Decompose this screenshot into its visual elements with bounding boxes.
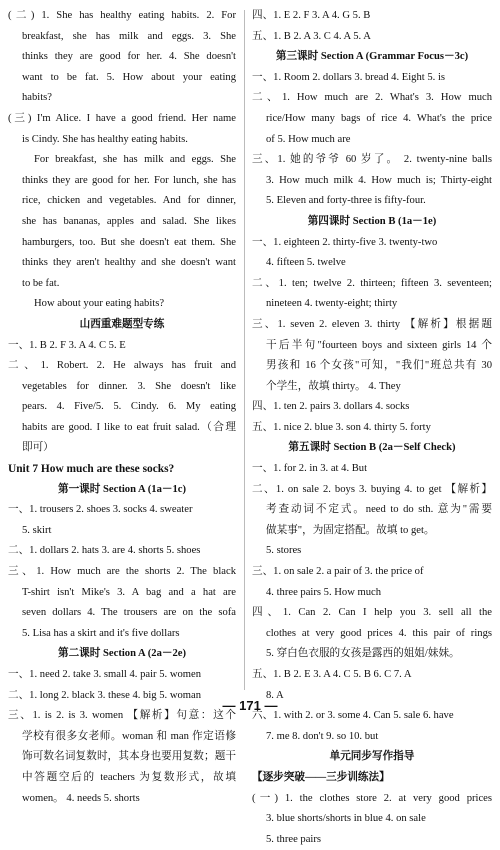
text-line: 男孩和 16 个女孩"可知，"我们"班总共有 30 <box>266 360 492 372</box>
text-line: to be fat. <box>22 277 60 289</box>
text-line: 一、1. need 2. take 3. small 4. pair 5. women <box>8 669 201 680</box>
text-line: 四、1. ten 2. pairs 3. dollars 4. socks <box>252 401 410 413</box>
text-line: want to be fat. 5. How about your eating <box>22 71 236 83</box>
text-line: 中答题空后的 teachers 为复数形式，故填 <box>22 771 236 783</box>
text-line: (二) 1. She has healthy eating habits. 2. For <box>8 10 236 21</box>
column-divider <box>244 10 245 690</box>
lesson-heading: 第一课时 Section A (1a－1c) <box>58 483 186 495</box>
text-line: hamburgers, too. But she doesn't eat them. She <box>22 236 236 248</box>
text-line: clothes at very good prices 4. this pair of rings <box>266 627 492 639</box>
text-line: 5. Lisa has a skirt and it's five dollars <box>22 627 180 639</box>
text-line: 5. skirt <box>22 524 52 536</box>
right-column <box>252 6 492 850</box>
text-line: 四、1. Can 2. Can I help you 3. sell all the <box>252 607 492 619</box>
text-line: 二、1. dollars 2. hats 3. are 4. shorts 5. shoes <box>8 545 201 557</box>
text-line: 五、1. B 2. E 3. A 4. C 5. B 6. C 7. A <box>252 669 412 680</box>
text-line: 做某事"，为固定搭配。故填 to get。 <box>266 524 435 536</box>
text-line: 4. fifteen 5. twelve <box>266 257 346 269</box>
text-line: 一、1. trousers 2. shoes 3. socks 4. sweater <box>8 504 193 516</box>
text-line: thinks they are good for her. 4. She doesn't <box>22 51 236 63</box>
text-line: 二、1. How much are 2. What's 3. How much <box>252 92 492 104</box>
text-line: breakfast, she has milk and eggs. 3. She <box>22 30 236 42</box>
text-line: 五、1. B 2. A 3. C 4. A 5. A <box>252 30 371 42</box>
text-line: vegetables for dinner. 3. She doesn't like <box>22 380 236 392</box>
text-line: 饰可数名词复数时，其本身也要用复数；题干 <box>22 751 236 763</box>
text-line: 三、1. on sale 2. a pair of 3. the price of <box>252 566 424 578</box>
text-line: rice/How many bags of rice 4. What's the price <box>266 112 492 124</box>
left-column <box>8 6 236 809</box>
lesson-heading: 第三课时 Section A (Grammar Focus－3c) <box>275 51 469 63</box>
text-line: 学校有很多女老师。woman 和 man 作定语修 <box>22 730 236 742</box>
text-line: 五、1. nice 2. blue 3. son 4. thirty 5. forty <box>252 421 431 433</box>
lesson-heading: 第五课时 Section B (2a－Self Check) <box>288 442 456 454</box>
text-line: 考查动词不定式。need to do sth. 意为"需要 <box>266 504 492 516</box>
text-line: T-shirt isn't Mike's 3. A bag and a hat are <box>22 586 236 598</box>
text-line: 5. Eleven and forty-three is fifty-four. <box>266 195 426 207</box>
text-line: pears. 4. Five/5. 5. Cindy. 6. My eating <box>22 401 236 413</box>
text-line: 二、1. long 2. black 3. these 4. big 5. woman <box>8 689 202 701</box>
text-line: nineteen 4. twenty-eight; thirty <box>266 298 398 310</box>
text-line: 8. A <box>266 689 284 701</box>
text-line: 干后半句"fourteen boys and sixteen girls 14 个 <box>266 339 492 351</box>
text-line: 5. 穿白色衣服的女孩是露西的姐姐/妹妹。 <box>266 648 460 660</box>
text-line: 二、1. Robert. 2. He always has fruit and <box>8 360 236 372</box>
text-line: 三、1. How much are the shorts 2. The black <box>8 566 236 578</box>
text-line: thinks they aren't healthy and she doesn't want <box>22 257 236 269</box>
text-line: 一、1. B 2. F 3. A 4. C 5. E <box>8 339 126 351</box>
text-line: is Cindy. She has healthy eating habits. <box>22 133 188 145</box>
text-line: 一、1. eighteen 2. thirty-five 3. twenty-two <box>252 236 438 248</box>
text-line: 3. How much milk 4. How much is; Thirty-eight <box>266 174 492 186</box>
unit-title: Unit 7 How much are these socks? <box>8 463 175 476</box>
text-line: 一、1. Room 2. dollars 3. bread 4. Eight 5. is <box>252 71 446 83</box>
text-line: 三、1. 她的爷爷 60 岁了。 2. twenty-nine balls <box>252 154 492 166</box>
lesson-heading: 第二课时 Section A (2a－2e) <box>58 648 186 660</box>
text-line: 三、1. is 2. is 3. women 【解析】句意：这个 <box>8 710 236 722</box>
text-line: 一、1. for 2. in 3. at 4. But <box>252 463 368 475</box>
text-line: of 5. How much are <box>266 133 351 145</box>
text-line: 3. blue shorts/shorts in blue 4. on sale <box>266 813 426 825</box>
text-line: she has bananas, apples and salad. She likes <box>22 215 236 227</box>
text-line: habits are good. I like to eat fruit salad.（合理 <box>22 421 236 433</box>
text-line: 5. stores <box>266 545 302 557</box>
text-line: 5. three pairs <box>266 833 322 845</box>
subsection-heading: 【逐步突破——三步训练法】 <box>252 771 390 783</box>
text-line: habits? <box>22 92 53 104</box>
text-line: 二、1. on sale 2. boys 3. buying 4. to get 【解析】 <box>252 483 492 495</box>
text-line: How about your eating habits? <box>34 298 165 310</box>
page-number: — 171 — <box>222 698 278 713</box>
text-line: 个学生，故填 thirty。 4. They <box>266 380 401 392</box>
lesson-heading: 第四课时 Section B (1a－1e) <box>307 215 437 227</box>
text-line: (一) 1. the clothes store 2. at very good prices <box>252 792 492 804</box>
text-line: 三、1. seven 2. eleven 3. thirty 【解析】根据题 <box>252 318 492 330</box>
text-line: For breakfast, she has milk and eggs. She <box>34 154 236 166</box>
text-line: 四、1. E 2. F 3. A 4. G 5. B <box>252 10 371 21</box>
text-line: 六、1. with 2. or 3. some 4. Can 5. sale 6. have <box>252 710 454 722</box>
text-line: thinks they are good for her. For lunch, she has <box>22 174 236 186</box>
text-line: rice, chicken and vegetables. And for dinner, <box>22 195 236 207</box>
section-heading: 山西重难题型专练 <box>79 318 165 330</box>
text-line: 即可） <box>22 442 54 454</box>
section-heading: 单元同步写作指导 <box>329 751 415 763</box>
text-line: women。 4. needs 5. shorts <box>22 792 140 804</box>
text-line: 7. me 8. don't 9. so 10. but <box>266 730 379 742</box>
text-line: (三) I'm Alice. I have a good friend. Her name <box>8 112 236 124</box>
text-line: 二、1. ten; twelve 2. thirteen; fifteen 3. seventeen; <box>252 277 492 289</box>
text-line: seven dollars 4. The trousers are on the sofa <box>22 607 236 619</box>
text-line: 4. three pairs 5. How much <box>266 586 382 598</box>
